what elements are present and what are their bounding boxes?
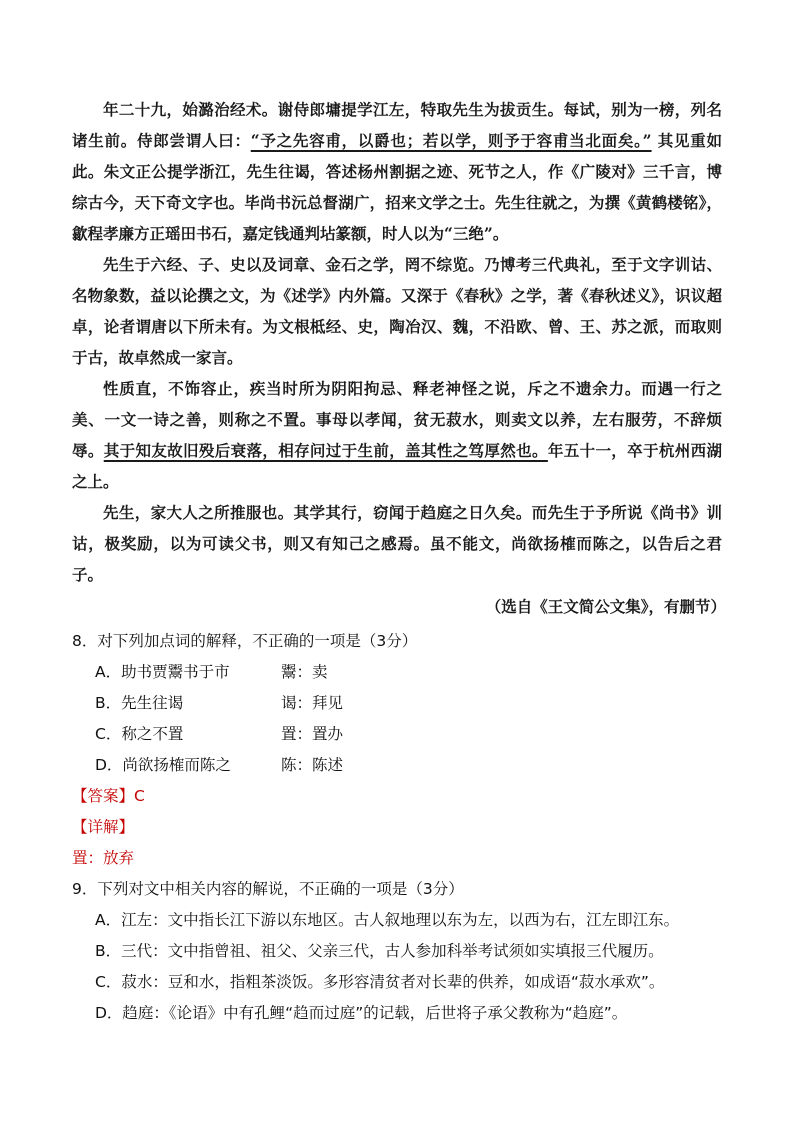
passage-text: 先生于六经、子、史以及词章、金石之学，罔不综览。乃博考三代典礼，至于文字训诂、名物象数，益以论撰之文，为《述学》内外篇。又深于《春秋》之学，著《春秋述义》，识议超卓，论者谓唐以下所未有。为文根柢经、史，陶冶汉、魏，不沿欧、曾、王、苏之派，而取则于古，故卓然成一家言。 [72,255,722,367]
classical-passage [72,94,722,590]
option-text: A．助书贾鬻书于市 [95,663,230,681]
option-text: C．称之不置 [95,725,184,743]
passage-paragraph-4 [72,497,722,590]
option-definition: 谒：拜见 [281,694,344,712]
option-text: D．尚欲扬榷而陈之 [95,756,231,774]
option-text: B．先生往谒 [95,694,184,712]
underlined-sentence: “予之先容甫，以爵也；若以学，则予于容甫当北面矣。” [250,131,652,150]
question-8-option-b [72,688,732,719]
option-definition: 陈：陈述 [281,756,344,774]
question-9-option-c: C．菽水：豆和水，指粗茶淡饭。多形容清贫者对长辈的供养，如成语“菽水承欢”。 [95,973,665,991]
passage-text: 性质直，不饰容止，疾当时所为阴阳拘忌、释老神怪之说，斥之不遗余力。而遇一行之美、一文一诗之善，则称之不置。事母以孝闻，贫无菽水，则卖文以养，左右服劳，不辞烦辱。 [72,379,722,460]
question-8-option-a [72,657,732,688]
question-8-option-d [72,750,732,781]
passage-text: 年五十一，卒于杭州西湖之上。 [72,441,722,491]
questions-section [72,626,732,1029]
passage-text: 年二十九，始潞治经术。谢侍郎墉提学江左，特取先生为拔贡生。每试，别为一榜，列名诸生前。侍郎尝谓人曰： [72,100,722,150]
question-8-explanation: 置：放弃 [72,849,135,867]
option-definition: 置：置办 [281,725,344,743]
question-8-title: 8．对下列加点词的解释，不正确的一项是（3分） [72,632,418,650]
question-9-option-d: D．趋庭：《论语》中有孔鲤“趋而过庭”的记载，后世将子承父教称为“趋庭”。 [95,1004,628,1022]
passage-text: 其见重如此。朱文正公提学浙江，先生往谒，答述杨州割据之迹、死节之人，作《广陵对》三千言，博综古今，天下奇文字也。毕尚书沅总督湖广，招来文学之士。先生往就之，为撰《黄鹤楼铭》，歙程孝廉方正瑶田书石，嘉定钱通判坫篆额，时人以为“三绝”。 [72,131,722,243]
question-9-option-a: A．江左：文中指长江下游以东地区。古人叙地理以东为左，以西为右，江左即江东。 [95,911,680,929]
passage-paragraph-2 [72,249,722,373]
question-9-title: 9．下列对文中相关内容的解说，不正确的一项是（3分） [72,880,464,898]
underlined-sentence: 其于知友故旧殁后衰落，相存问过于生前，盖其性之笃厚然也。 [103,441,548,460]
passage-text: 先生，家大人之所推服也。其学其行，窃闻于趋庭之日久矣。而先生于予所说《尚书》训诂，极奖励，以为可读父书，则又有知己之感焉。虽不能文，尚欲扬榷而陈之，以告后之君子。 [72,503,722,584]
option-definition: 鬻：卖 [281,663,328,681]
question-8-answer: 【答案】C [72,787,145,805]
passage-paragraph-3 [72,373,722,497]
question-8-option-c [72,719,732,750]
passage-source: （选自《王文简公文集》，有删节） [485,598,726,616]
question-9-option-b: B．三代：文中指曾祖、祖父、父亲三代，古人参加科举考试须如实填报三代履历。 [95,942,664,960]
passage-paragraph-1 [72,94,722,249]
question-8-detail-label: 【详解】 [72,818,135,836]
